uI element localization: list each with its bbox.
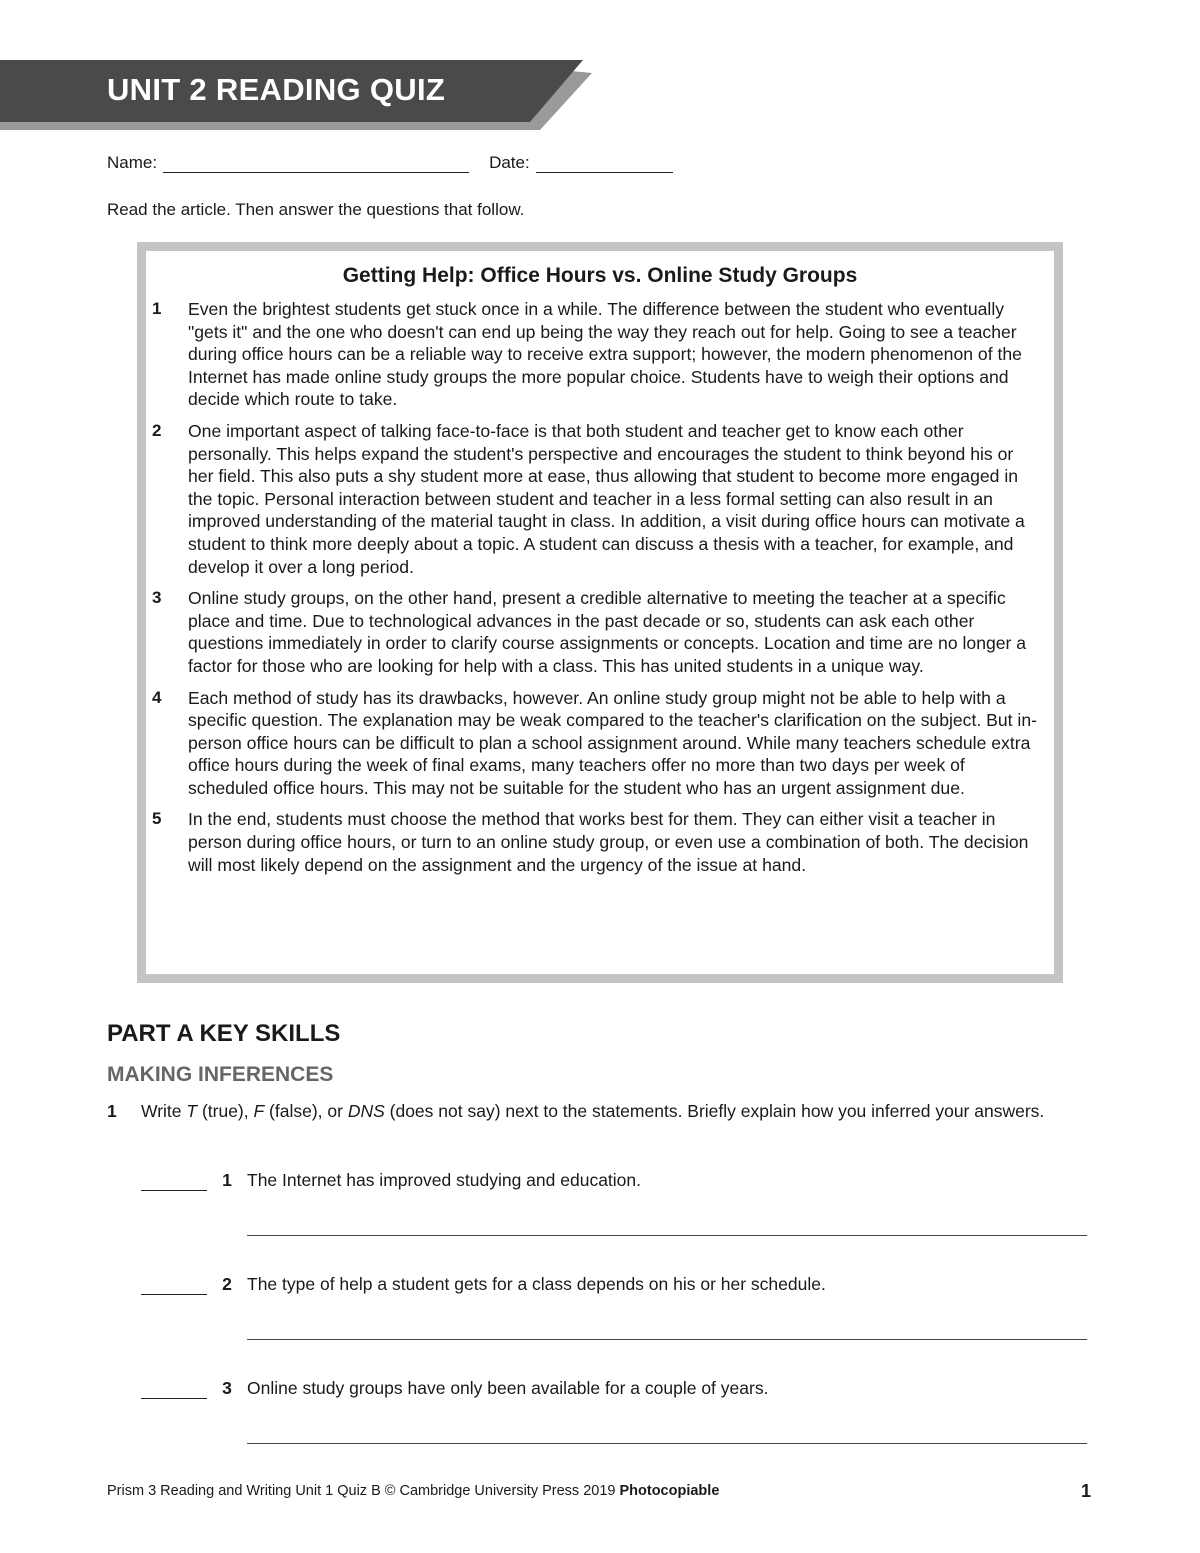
footer: [107, 1483, 719, 1499]
false-code: F: [253, 1101, 265, 1121]
paragraph-number: 5: [152, 809, 162, 829]
article-paragraph: [146, 420, 1054, 578]
footer-copyright: Prism 3 Reading and Writing Unit 1 Quiz B © Cambridge University Press 2019: [107, 1483, 620, 1499]
statement-item: [141, 1170, 1101, 1191]
article-paragraph: [146, 808, 1054, 876]
article-title: Getting Help: Office Hours vs. Online Study Groups: [342, 264, 858, 287]
date-label: Date:: [489, 153, 530, 172]
answer-blank[interactable]: [141, 1381, 207, 1399]
page-number: 1: [1081, 1481, 1092, 1501]
paragraph-number: 4: [152, 687, 162, 707]
statement-number: 2: [222, 1274, 232, 1294]
page-title: UNIT 2 READING QUIZ: [107, 72, 446, 107]
part-a-title: PART A KEY SKILLS: [107, 1020, 341, 1047]
paragraph-number: 1: [152, 299, 162, 318]
true-desc: (true),: [197, 1101, 254, 1121]
answer-blank[interactable]: [141, 1173, 207, 1191]
statement-text: The type of help a student gets for a class depends on his or her schedule.: [247, 1274, 826, 1294]
date-field[interactable]: [536, 155, 673, 173]
task-text-end: (does not say) next to the statements. Briefly explain how you inferred your answers.: [384, 1101, 1045, 1121]
paragraph-number: 2: [152, 420, 162, 440]
article-paragraph: [146, 298, 1054, 411]
statement-number: 3: [222, 1378, 232, 1398]
task-number: 1: [107, 1101, 117, 1121]
statement-number: 1: [222, 1170, 232, 1190]
name-date-row: [107, 153, 673, 173]
explanation-line[interactable]: [247, 1443, 1087, 1444]
task-instruction: [107, 1100, 1097, 1123]
false-desc: (false), or: [264, 1101, 348, 1121]
name-label: Name:: [107, 153, 158, 172]
title-banner: [0, 60, 600, 130]
paragraph-text: In the end, students must choose the method that works best for them. They can either visit a teacher in person during office hours, or turn to an online study group, or even use a combination of both. The decision will most likely depend on the assignment and the urgency of the issue at hand.: [188, 809, 1029, 875]
article-box: [137, 242, 1063, 983]
paragraph-text: Each method of study has its drawbacks, however. An online study group might not be able to help with a specific question. The explanation may be weak compared to the teacher's clarification on the subject. But in-person office hours can be difficult to plan a school assignment around. While many teachers schedule extra office hours during the week of final exams, many teachers offer no more than two days per week of scheduled office hours. This may not be suitable for the student who has an urgent assignment due.: [188, 687, 1037, 798]
paragraph-text: One important aspect of talking face-to-face is that both student and teacher get to know each other personally. This helps expand the student's perspective and encourages the student to think beyond his or her field. This also puts a shy student more at ease, thus allowing that student to become more engaged in the topic. Personal interaction between student and teacher in a less formal setting can also result in an improved understanding of the material taught in class. In addition, a visit during office hours can motivate a student to think more deeply about a topic. A student can discuss a thesis with a teacher, for example, and develop it over a long period.: [188, 420, 1025, 577]
paragraph-text: Online study groups, on the other hand, present a credible alternative to meeting the teacher at a specific place and time. Due to technological advances in the past decade or so, students can ask each other questions immediately in order to clarify course assignments or concepts. Location and time are no longer a factor for those who are looking for help with a class. This has united students in a unique way.: [188, 588, 1027, 676]
explanation-line[interactable]: [247, 1235, 1087, 1236]
task-text: [141, 1100, 1097, 1123]
section-title: MAKING INFERENCES: [107, 1063, 334, 1086]
statement-text: Online study groups have only been available for a couple of years.: [247, 1378, 769, 1398]
explanation-line[interactable]: [247, 1339, 1087, 1340]
name-field[interactable]: [163, 155, 469, 173]
instructions: Read the article. Then answer the questions that follow.: [107, 200, 525, 219]
true-code: T: [186, 1101, 198, 1121]
statement-text: The Internet has improved studying and education.: [247, 1170, 641, 1190]
article-paragraph: [146, 587, 1054, 677]
statement-item: [141, 1378, 1101, 1399]
footer-photocopiable: Photocopiable: [619, 1483, 720, 1499]
answer-blank[interactable]: [141, 1277, 207, 1295]
dns-code: DNS: [347, 1101, 385, 1121]
statement-item: [141, 1274, 1101, 1295]
paragraph-text: Even the brightest students get stuck once in a while. The difference between the student who eventually "gets it" and the one who doesn't can end up being the way they reach out for help. Going to see a teacher during office hours can be a reliable way to receive extra support; however, the modern phenomenon of the Internet has made online study groups the more popular choice. Students have to weigh their options and decide which route to take.: [188, 299, 1022, 410]
article-paragraph: [146, 687, 1054, 800]
paragraph-number: 3: [152, 588, 162, 608]
task-text-start: Write: [141, 1101, 187, 1121]
